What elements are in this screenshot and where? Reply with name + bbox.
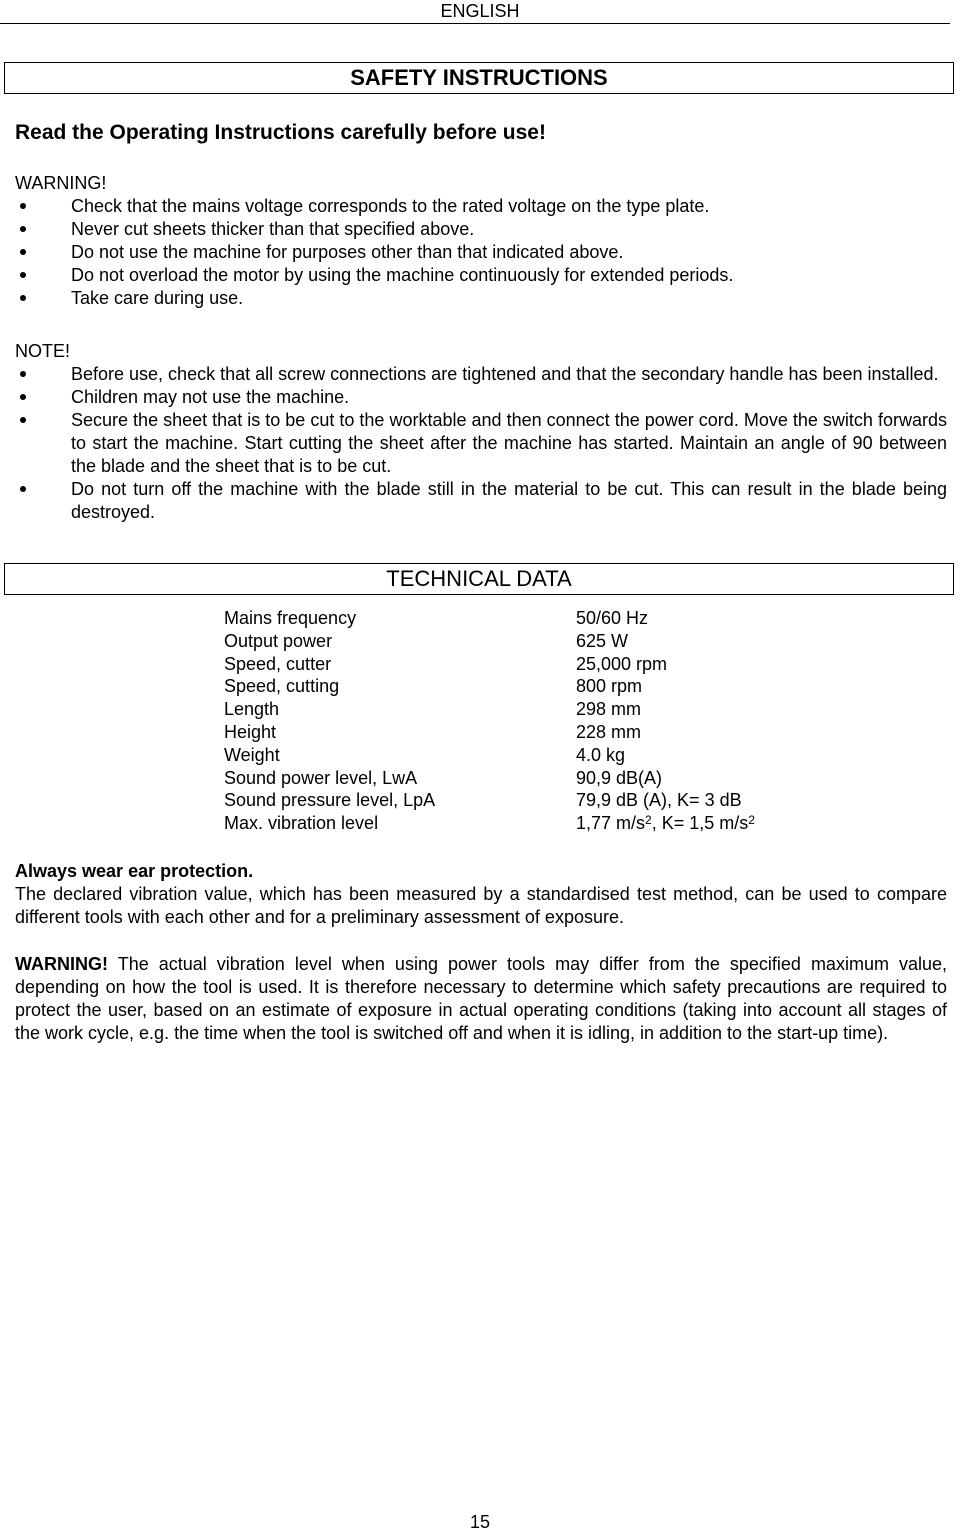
note-list [15, 363, 947, 524]
list-item: Never cut sheets thicker than that specified above. [15, 218, 947, 241]
spec-value: 298 mm [576, 699, 642, 720]
spec-label: Sound pressure level, LpA [224, 790, 436, 811]
table-row [224, 721, 755, 744]
list-item: Check that the mains voltage corresponds to the rated voltage on the type plate. [15, 195, 947, 218]
table-row [224, 812, 755, 835]
list-item: Before use, check that all screw connections are tightened and that the secondary handle has been installed. [15, 363, 947, 386]
spec-label: Weight [224, 744, 280, 765]
spec-value: 50/60 Hz [576, 608, 649, 628]
spec-label: Mains frequency [224, 608, 357, 628]
header-language: ENGLISH [440, 1, 520, 21]
table-row [224, 675, 755, 698]
technical-data-heading: TECHNICAL DATA [4, 563, 954, 595]
superscript-exponent: 2 [645, 813, 652, 828]
spec-value: 4.0 kg [576, 744, 626, 765]
spec-value: 625 W [576, 630, 629, 651]
read-instructions-notice: Read the Operating Instructions carefully before use! [15, 121, 546, 144]
table-row [224, 630, 755, 653]
spec-label: Length [224, 699, 280, 720]
spec-label: Speed, cutting [224, 676, 340, 697]
list-item: Do not overload the motor by using the machine continuously for extended periods. [15, 264, 947, 287]
list-item: Do not use the machine for purposes other than that indicated above. [15, 241, 947, 264]
spec-label: Height [224, 721, 277, 742]
safety-heading: SAFETY INSTRUCTIONS [4, 62, 954, 94]
list-item: Children may not use the machine. [15, 386, 947, 409]
table-row [224, 607, 755, 630]
vibration-value-main: 1,77 m/s [576, 813, 646, 834]
spec-label: Output power [224, 630, 333, 651]
vibration-value-uncertainty: , K= 1,5 m/s [651, 813, 749, 834]
vibration-warning-paragraph [15, 953, 947, 1045]
table-row [224, 767, 755, 790]
list-item: Do not turn off the machine with the blade still in the material to be cut. This can result in the blade being destroyed. [15, 478, 947, 524]
table-row [224, 698, 755, 721]
spec-value: 800 rpm [576, 676, 643, 697]
table-row [224, 744, 755, 767]
spec-label: Speed, cutter [224, 653, 332, 674]
list-item: Take care during use. [15, 287, 947, 310]
spec-label: Max. vibration level [224, 813, 379, 834]
header-divider [0, 23, 950, 24]
spec-value: 228 mm [576, 721, 642, 742]
warning-label: WARNING! [15, 173, 107, 193]
note-label: NOTE! [15, 341, 71, 361]
table-row [224, 789, 755, 812]
technical-data-table [224, 607, 755, 835]
declared-vibration-paragraph: The declared vibration value, which has been measured by a standardised test method, can be used to compare different tools with each other and for a preliminary assessment of exposure. [15, 884, 947, 927]
spec-value: 79,9 dB (A), K= 3 dB [576, 790, 742, 811]
vibration-warning-text: The actual vibration level when using power tools may differ from the specified maximum value, depending on how the tool is used. It is therefore necessary to determine which safety precautions are required to protect the user, based on an estimate of exposure in actual operating conditions (taking into account all stages of the work cycle, e.g. the time when the tool is switched off and when it is idling, in addition to the start-up time). [15, 954, 947, 1043]
warning-list [15, 195, 947, 310]
warning-label: WARNING! [15, 954, 108, 974]
spec-label: Sound power level, LwA [224, 767, 418, 788]
list-item: Secure the sheet that is to be cut to the worktable and then connect the power cord. Move the switch forwards to start the machine. Start cutting the sheet after the machine has started. Maintain an angle of 90 between the blade and the sheet that is to be cut. [15, 409, 947, 478]
ear-protection-notice: Always wear ear protection. [15, 861, 254, 881]
spec-value [576, 812, 755, 835]
table-row [224, 653, 755, 676]
page-number: 15 [469, 1512, 491, 1532]
superscript-exponent: 2 [748, 813, 755, 828]
spec-value: 90,9 dB(A) [576, 767, 663, 788]
spec-value: 25,000 rpm [576, 653, 668, 674]
